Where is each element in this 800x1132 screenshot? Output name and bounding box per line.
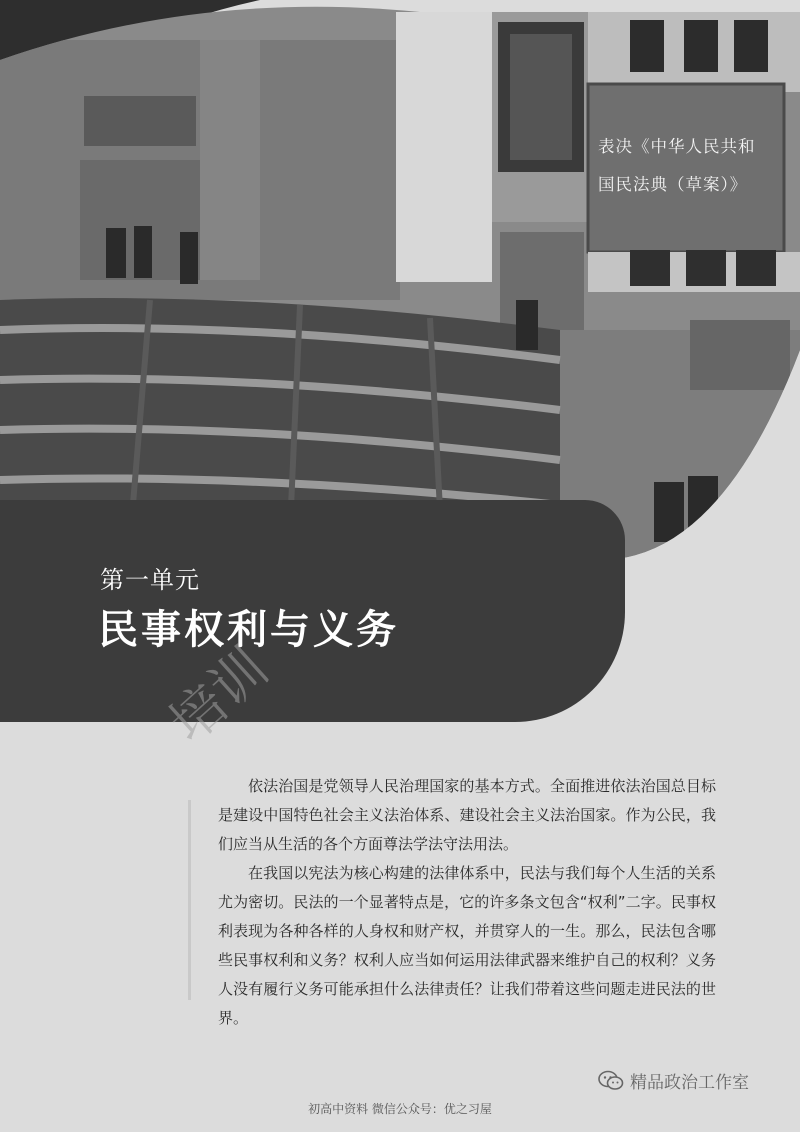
decorative-vertical-line	[188, 800, 191, 1000]
wechat-account-name: 精品政治工作室	[630, 1073, 749, 1093]
intro-paragraph-1: 依法治国是党领导人民治理国家的基本方式。全面推进依法治国总目标是建设中国特色社会主义法治体系、建设社会主义法治国家。作为公民，我们应当从生活的各个方面尊法学法守法用法。	[218, 777, 716, 853]
screen-caption-line-2: 国民法典（草案）》	[598, 175, 748, 194]
wechat-icon	[598, 1070, 624, 1092]
watermark: 培训	[157, 635, 280, 755]
intro-paragraph-2: 在我国以宪法为核心构建的法律体系中，民法与我们每个人生活的关系尤为密切。民法的一个显著特点是，它的许多条文包含“权利”二字。民事权利表现为各种各样的人身权和财产权，并贯穿人的一生。那么，民法包含哪些民事权利和义务？权利人应当如何运用法律武器来维护自己的权利？义务人没有履行义务可能承担什么法律责任？让我们带着这些问题走进民法的世界。	[218, 864, 716, 1027]
unit-title: 民事权利与义务	[98, 607, 399, 653]
unit-label: 第一单元	[100, 566, 200, 594]
voting-screen-caption	[598, 128, 770, 204]
wechat-account	[598, 1068, 749, 1093]
unit-introduction	[218, 772, 716, 1033]
footer-note: 初高中资料 微信公众号：优之习屋	[308, 1102, 492, 1116]
screen-caption-line-1: 表决《中华人民共和	[598, 137, 756, 156]
